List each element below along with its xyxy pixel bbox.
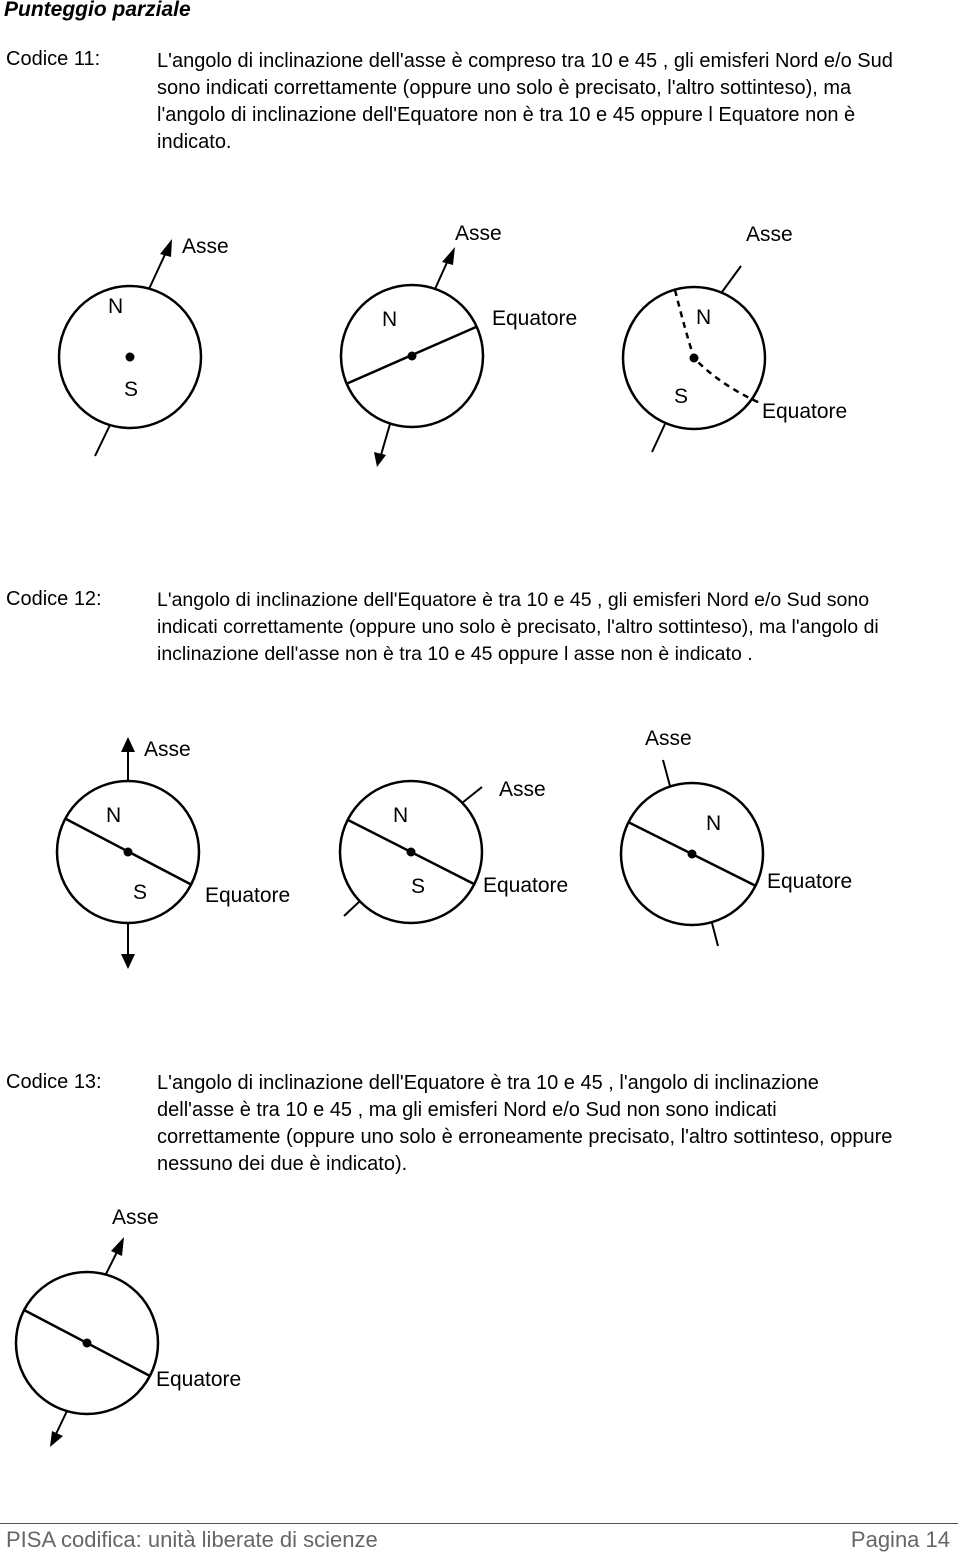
axis-label: Asse xyxy=(112,1206,159,1229)
code-13-description: L'angolo di inclinazione dell'Equatore è tra 10 e 45 , l'angolo di inclinazione dell'asse è tra 10 e 45 , ma gli emisferi Nord e/o Sud non sono indicati correttamente (oppure uno solo è erroneamente precisato, l'altro sottinteso, oppure nessuno dei due è indicato). xyxy=(157,1072,893,1175)
axis-label: Asse xyxy=(499,778,546,801)
code-12-diagram-2 xyxy=(340,778,568,923)
axis-label: Asse xyxy=(645,727,692,750)
south-label: S xyxy=(124,378,139,401)
axis-line-bottom xyxy=(652,424,665,452)
axis-arrow-icon xyxy=(50,1431,63,1447)
equator-label: Equatore xyxy=(492,307,578,330)
earth-center-dot xyxy=(690,354,699,363)
south-label: S xyxy=(674,385,689,408)
equator-label: Equatore xyxy=(205,884,291,907)
axis-line-top xyxy=(663,760,670,786)
axis-arrow-icon xyxy=(374,452,386,467)
axis-label: Asse xyxy=(455,222,502,245)
axis-label: Asse xyxy=(746,223,793,246)
equator-label: Equatore xyxy=(483,874,569,897)
code-11-label: Codice 11: xyxy=(6,48,101,70)
axis-line-bottom xyxy=(344,901,360,916)
footer-document-title: PISA codifica: unità liberate di scienze xyxy=(6,1527,378,1552)
axis-label: Asse xyxy=(144,738,191,761)
axis-line-bottom xyxy=(95,425,110,456)
code-11-diagrams xyxy=(0,210,960,510)
south-label: S xyxy=(133,881,148,904)
earth-center-dot xyxy=(83,1339,92,1348)
north-label: N xyxy=(393,804,409,827)
code-12-diagrams xyxy=(0,725,960,975)
axis-arrow-icon xyxy=(442,247,455,265)
code-11-diagram-3 xyxy=(623,223,847,452)
code-13-diagrams xyxy=(0,1200,960,1460)
code-11-description: L'angolo di inclinazione dell'asse è compreso tra 10 e 45 , gli emisferi Nord e/o Sud sono indicati correttamente (oppure uno solo è precisato, l'altro sottinteso), ma l'angolo di inclinazione dell'Equatore non è tra 10 e 45 oppure l Equatore non è indicato. xyxy=(157,50,893,153)
axis-arrow-icon xyxy=(121,954,135,969)
earth-center-dot xyxy=(124,848,133,857)
axis-arrow-icon xyxy=(111,1237,124,1256)
footer-divider xyxy=(0,1523,958,1524)
code-12-description: L'angolo di inclinazione dell'Equatore è tra 10 e 45 , gli emisferi Nord e/o Sud sono indicati correttamente (oppure uno solo è precisato, l'altro sottinteso), ma l'angolo di inclinazione dell'asse non è tra 10 e 45 oppure l asse non è indicato . xyxy=(157,589,879,665)
north-label: N xyxy=(382,308,398,331)
axis-line-bottom xyxy=(712,923,718,946)
earth-center-dot xyxy=(126,353,135,362)
code-12-diagram-1 xyxy=(57,737,290,969)
code-13-label: Codice 13: xyxy=(6,1071,102,1093)
footer-page-number: Pagina 14 xyxy=(850,1527,950,1552)
earth-center-dot xyxy=(407,848,416,857)
equator-label: Equatore xyxy=(762,400,848,423)
north-label: N xyxy=(108,295,124,318)
code-11-diagram-2 xyxy=(341,222,577,467)
south-label: S xyxy=(411,875,426,898)
north-label: N xyxy=(106,804,122,827)
axis-line-top xyxy=(106,1250,118,1274)
earth-center-dot xyxy=(688,850,697,859)
axis-arrow-icon xyxy=(121,737,135,752)
axis-label: Asse xyxy=(182,235,229,258)
north-label: N xyxy=(706,812,722,835)
earth-center-dot xyxy=(408,352,417,361)
axis-line-bottom xyxy=(381,424,390,455)
north-label: N xyxy=(696,306,712,329)
section-heading: Punteggio parziale xyxy=(4,0,191,21)
code-12-label: Codice 12: xyxy=(6,588,102,610)
axis-line-top xyxy=(722,266,741,292)
code-12-diagram-3 xyxy=(621,727,852,946)
axis-line-bottom xyxy=(56,1411,67,1434)
axis-line-top xyxy=(462,787,482,803)
axis-arrow-icon xyxy=(160,239,172,257)
equator-label: Equatore xyxy=(156,1368,242,1391)
equator-label: Equatore xyxy=(767,870,853,893)
code-13-diagram-1 xyxy=(16,1206,241,1447)
code-11-diagram-1 xyxy=(59,235,229,456)
